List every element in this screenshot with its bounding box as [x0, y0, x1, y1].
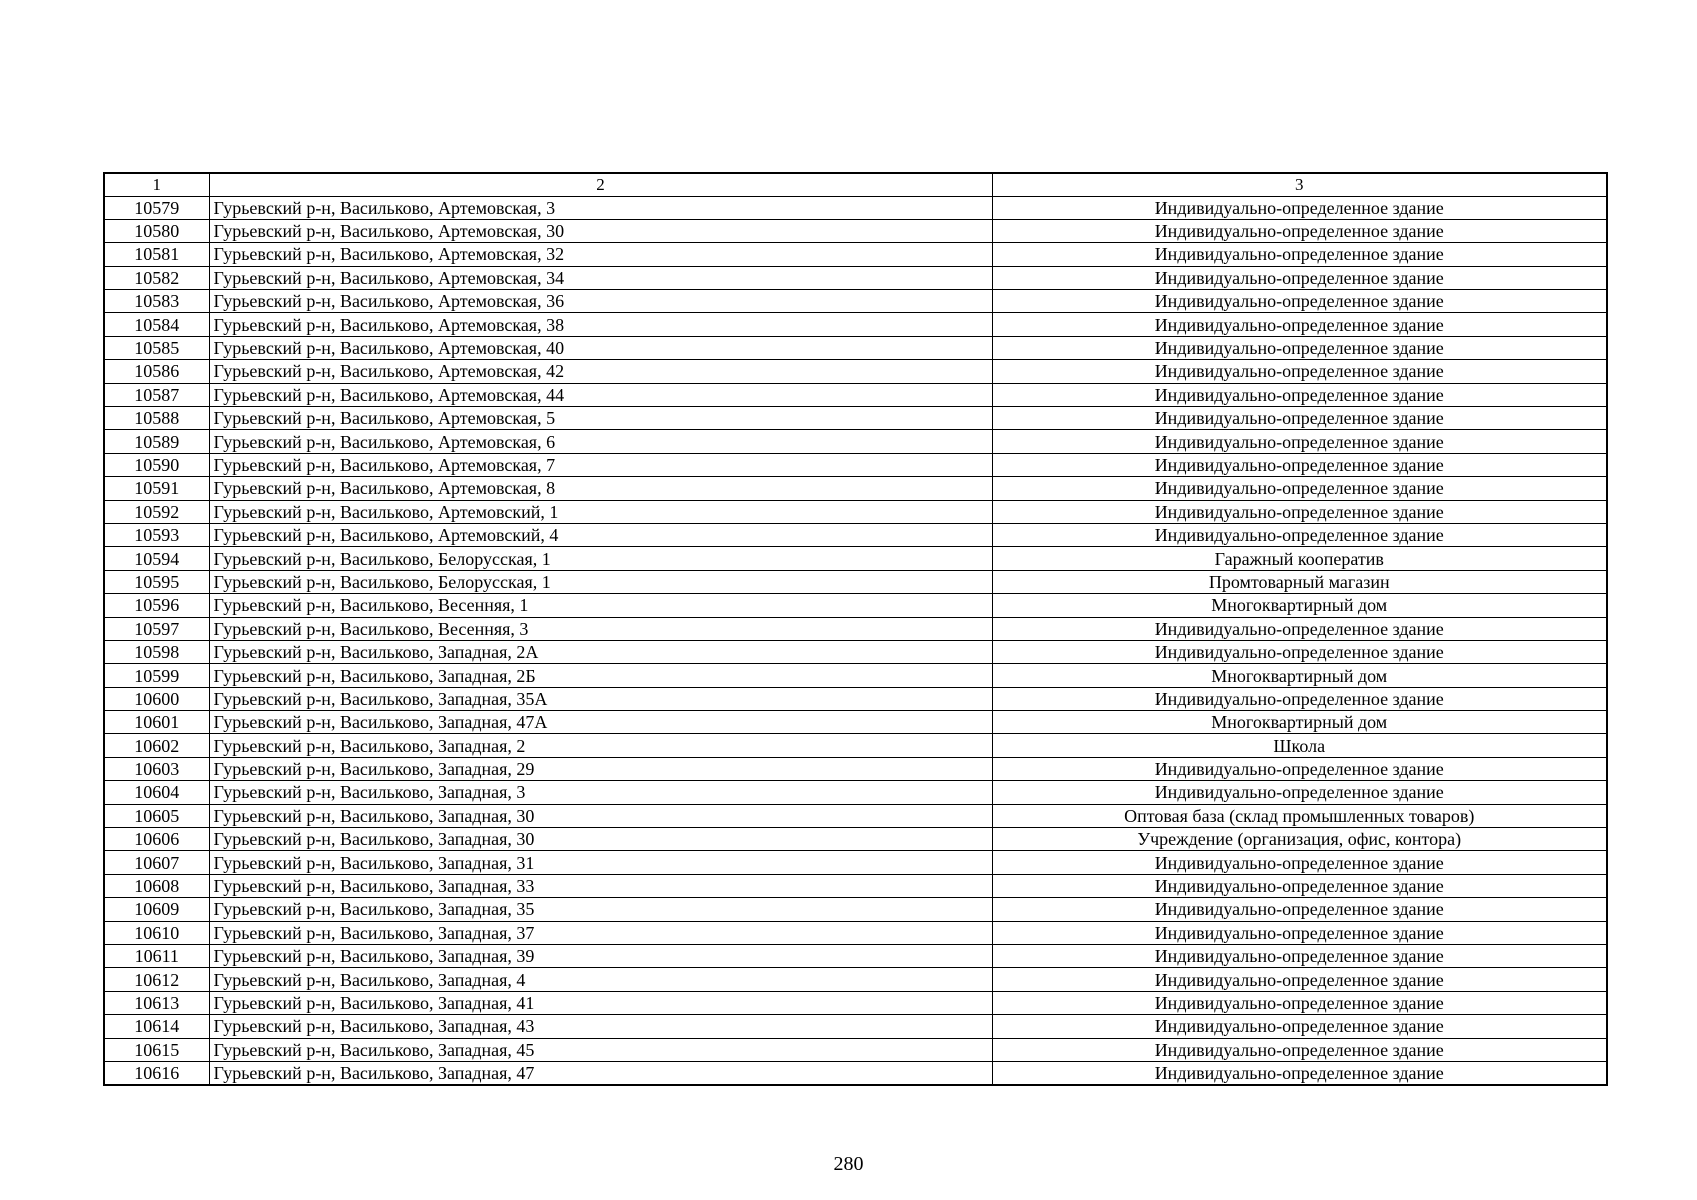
address-cell: Гурьевский р-н, Васильково, Артемовский, 1: [209, 500, 992, 523]
address-cell: Гурьевский р-н, Васильково, Весенняя, 3: [209, 617, 992, 640]
address-cell: Гурьевский р-н, Васильково, Западная, 2Б: [209, 664, 992, 687]
object-type-cell: Индивидуально-определенное здание: [992, 523, 1607, 546]
object-type-cell: Индивидуально-определенное здание: [992, 196, 1607, 219]
object-type-cell: Индивидуально-определенное здание: [992, 687, 1607, 710]
object-type-cell: Индивидуально-определенное здание: [992, 219, 1607, 242]
row-number-cell: 10611: [104, 945, 209, 968]
object-type-cell: Индивидуально-определенное здание: [992, 851, 1607, 874]
header-cell-1: 1: [104, 173, 209, 196]
row-number-cell: 10584: [104, 313, 209, 336]
address-cell: Гурьевский р-н, Васильково, Артемовская, 5: [209, 407, 992, 430]
row-number-cell: 10588: [104, 407, 209, 430]
table-row: [104, 711, 1607, 734]
row-number-cell: 10606: [104, 828, 209, 851]
object-type-cell: Индивидуально-определенное здание: [992, 290, 1607, 313]
address-cell: Гурьевский р-н, Васильково, Западная, 3: [209, 781, 992, 804]
object-type-cell: Индивидуально-определенное здание: [992, 991, 1607, 1014]
row-number-cell: 10599: [104, 664, 209, 687]
object-type-cell: Индивидуально-определенное здание: [992, 383, 1607, 406]
table-row: [104, 430, 1607, 453]
object-type-cell: Индивидуально-определенное здание: [992, 945, 1607, 968]
table-row: [104, 523, 1607, 546]
table-row: [104, 196, 1607, 219]
address-cell: Гурьевский р-н, Васильково, Западная, 39: [209, 945, 992, 968]
table-row: [104, 781, 1607, 804]
table-row: [104, 945, 1607, 968]
object-type-cell: Школа: [992, 734, 1607, 757]
object-type-cell: Индивидуально-определенное здание: [992, 968, 1607, 991]
object-type-cell: Индивидуально-определенное здание: [992, 266, 1607, 289]
header-cell-3: 3: [992, 173, 1607, 196]
table-row: [104, 570, 1607, 593]
address-cell: Гурьевский р-н, Васильково, Западная, 29: [209, 757, 992, 780]
table-row: [104, 500, 1607, 523]
row-number-cell: 10586: [104, 360, 209, 383]
object-type-cell: Индивидуально-определенное здание: [992, 477, 1607, 500]
table-row: [104, 336, 1607, 359]
row-number-cell: 10613: [104, 991, 209, 1014]
row-number-cell: 10608: [104, 874, 209, 897]
row-number-cell: 10580: [104, 219, 209, 242]
table-row: [104, 594, 1607, 617]
object-type-cell: Многоквартирный дом: [992, 594, 1607, 617]
object-type-cell: Индивидуально-определенное здание: [992, 874, 1607, 897]
table-row: [104, 290, 1607, 313]
row-number-cell: 10591: [104, 477, 209, 500]
table-row: [104, 968, 1607, 991]
address-cell: Гурьевский р-н, Васильково, Артемовская, 38: [209, 313, 992, 336]
object-type-cell: Индивидуально-определенное здание: [992, 500, 1607, 523]
row-number-cell: 10589: [104, 430, 209, 453]
row-number-cell: 10597: [104, 617, 209, 640]
object-type-cell: Индивидуально-определенное здание: [992, 921, 1607, 944]
address-cell: Гурьевский р-н, Васильково, Западная, 45: [209, 1038, 992, 1061]
address-cell: Гурьевский р-н, Васильково, Западная, 35: [209, 898, 992, 921]
table-row: [104, 734, 1607, 757]
object-type-cell: Индивидуально-определенное здание: [992, 407, 1607, 430]
table-row: [104, 547, 1607, 570]
table-row: [104, 874, 1607, 897]
table-row: [104, 360, 1607, 383]
address-cell: Гурьевский р-н, Васильково, Артемовская, 42: [209, 360, 992, 383]
table-row: [104, 453, 1607, 476]
address-cell: Гурьевский р-н, Васильково, Западная, 30: [209, 804, 992, 827]
object-type-cell: Индивидуально-определенное здание: [992, 898, 1607, 921]
table-row: [104, 757, 1607, 780]
row-number-cell: 10598: [104, 640, 209, 663]
page-number: 280: [833, 1153, 864, 1175]
object-type-cell: Индивидуально-определенное здание: [992, 360, 1607, 383]
table-row: [104, 383, 1607, 406]
row-number-cell: 10612: [104, 968, 209, 991]
address-cell: Гурьевский р-н, Васильково, Западная, 33: [209, 874, 992, 897]
object-type-cell: Индивидуально-определенное здание: [992, 1038, 1607, 1061]
object-type-cell: Индивидуально-определенное здание: [992, 617, 1607, 640]
address-cell: Гурьевский р-н, Васильково, Западная, 2: [209, 734, 992, 757]
row-number-cell: 10600: [104, 687, 209, 710]
address-cell: Гурьевский р-н, Васильково, Белорусская, 1: [209, 570, 992, 593]
row-number-cell: 10614: [104, 1015, 209, 1038]
address-cell: Гурьевский р-н, Васильково, Западная, 41: [209, 991, 992, 1014]
address-cell: Гурьевский р-н, Васильково, Артемовская, 44: [209, 383, 992, 406]
object-type-cell: Индивидуально-определенное здание: [992, 1015, 1607, 1038]
address-cell: Гурьевский р-н, Васильково, Западная, 37: [209, 921, 992, 944]
address-cell: Гурьевский р-н, Васильково, Артемовская, 32: [209, 243, 992, 266]
object-type-cell: Индивидуально-определенное здание: [992, 1061, 1607, 1084]
row-number-cell: 10582: [104, 266, 209, 289]
address-cell: Гурьевский р-н, Васильково, Западная, 31: [209, 851, 992, 874]
table-row: [104, 313, 1607, 336]
address-cell: Гурьевский р-н, Васильково, Артемовская, 3: [209, 196, 992, 219]
row-number-cell: 10609: [104, 898, 209, 921]
address-cell: Гурьевский р-н, Васильково, Артемовская, 8: [209, 477, 992, 500]
object-type-cell: Индивидуально-определенное здание: [992, 640, 1607, 663]
row-number-cell: 10592: [104, 500, 209, 523]
table-row: [104, 1015, 1607, 1038]
table-row: [104, 407, 1607, 430]
object-type-cell: Промтоварный магазин: [992, 570, 1607, 593]
object-type-cell: Многоквартирный дом: [992, 664, 1607, 687]
row-number-cell: 10601: [104, 711, 209, 734]
address-cell: Гурьевский р-н, Васильково, Западная, 47А: [209, 711, 992, 734]
address-cell: Гурьевский р-н, Васильково, Артемовская, 40: [209, 336, 992, 359]
table-row: [104, 640, 1607, 663]
object-type-cell: Индивидуально-определенное здание: [992, 781, 1607, 804]
address-cell: Гурьевский р-н, Васильково, Западная, 35А: [209, 687, 992, 710]
object-type-cell: Индивидуально-определенное здание: [992, 757, 1607, 780]
object-type-cell: Индивидуально-определенное здание: [992, 453, 1607, 476]
table-row: [104, 1061, 1607, 1084]
row-number-cell: 10594: [104, 547, 209, 570]
table-header-row: [104, 173, 1607, 196]
table-row: [104, 477, 1607, 500]
registry-table: [103, 172, 1608, 1086]
object-type-cell: Индивидуально-определенное здание: [992, 243, 1607, 266]
row-number-cell: 10579: [104, 196, 209, 219]
object-type-cell: Многоквартирный дом: [992, 711, 1607, 734]
row-number-cell: 10610: [104, 921, 209, 944]
address-cell: Гурьевский р-н, Васильково, Западная, 30: [209, 828, 992, 851]
address-cell: Гурьевский р-н, Васильково, Белорусская, 1: [209, 547, 992, 570]
header-cell-2: 2: [209, 173, 992, 196]
table-row: [104, 828, 1607, 851]
table-row: [104, 243, 1607, 266]
row-number-cell: 10593: [104, 523, 209, 546]
row-number-cell: 10585: [104, 336, 209, 359]
address-cell: Гурьевский р-н, Васильково, Западная, 43: [209, 1015, 992, 1038]
row-number-cell: 10581: [104, 243, 209, 266]
object-type-cell: Оптовая база (склад промышленных товаров): [992, 804, 1607, 827]
row-number-cell: 10615: [104, 1038, 209, 1061]
table-row: [104, 687, 1607, 710]
object-type-cell: Индивидуально-определенное здание: [992, 313, 1607, 336]
table-row: [104, 219, 1607, 242]
object-type-cell: Учреждение (организация, офис, контора): [992, 828, 1607, 851]
table-row: [104, 991, 1607, 1014]
row-number-cell: 10604: [104, 781, 209, 804]
address-cell: Гурьевский р-н, Васильково, Западная, 47: [209, 1061, 992, 1084]
table-row: [104, 1038, 1607, 1061]
row-number-cell: 10587: [104, 383, 209, 406]
row-number-cell: 10605: [104, 804, 209, 827]
address-cell: Гурьевский р-н, Васильково, Артемовский, 4: [209, 523, 992, 546]
row-number-cell: 10607: [104, 851, 209, 874]
row-number-cell: 10616: [104, 1061, 209, 1084]
row-number-cell: 10590: [104, 453, 209, 476]
table-row: [104, 898, 1607, 921]
address-cell: Гурьевский р-н, Васильково, Артемовская, 6: [209, 430, 992, 453]
row-number-cell: 10596: [104, 594, 209, 617]
table-row: [104, 851, 1607, 874]
row-number-cell: 10603: [104, 757, 209, 780]
address-cell: Гурьевский р-н, Васильково, Артемовская, 7: [209, 453, 992, 476]
object-type-cell: Индивидуально-определенное здание: [992, 336, 1607, 359]
table-row: [104, 804, 1607, 827]
table-row: [104, 664, 1607, 687]
object-type-cell: Гаражный кооператив: [992, 547, 1607, 570]
address-cell: Гурьевский р-н, Васильково, Западная, 4: [209, 968, 992, 991]
address-cell: Гурьевский р-н, Васильково, Артемовская, 30: [209, 219, 992, 242]
address-cell: Гурьевский р-н, Васильково, Западная, 2А: [209, 640, 992, 663]
row-number-cell: 10595: [104, 570, 209, 593]
object-type-cell: Индивидуально-определенное здание: [992, 430, 1607, 453]
table-row: [104, 266, 1607, 289]
row-number-cell: 10602: [104, 734, 209, 757]
table-row: [104, 921, 1607, 944]
table-row: [104, 617, 1607, 640]
address-cell: Гурьевский р-н, Васильково, Артемовская, 36: [209, 290, 992, 313]
registry-table-body: [104, 173, 1607, 1085]
address-cell: Гурьевский р-н, Васильково, Артемовская, 34: [209, 266, 992, 289]
address-cell: Гурьевский р-н, Васильково, Весенняя, 1: [209, 594, 992, 617]
row-number-cell: 10583: [104, 290, 209, 313]
